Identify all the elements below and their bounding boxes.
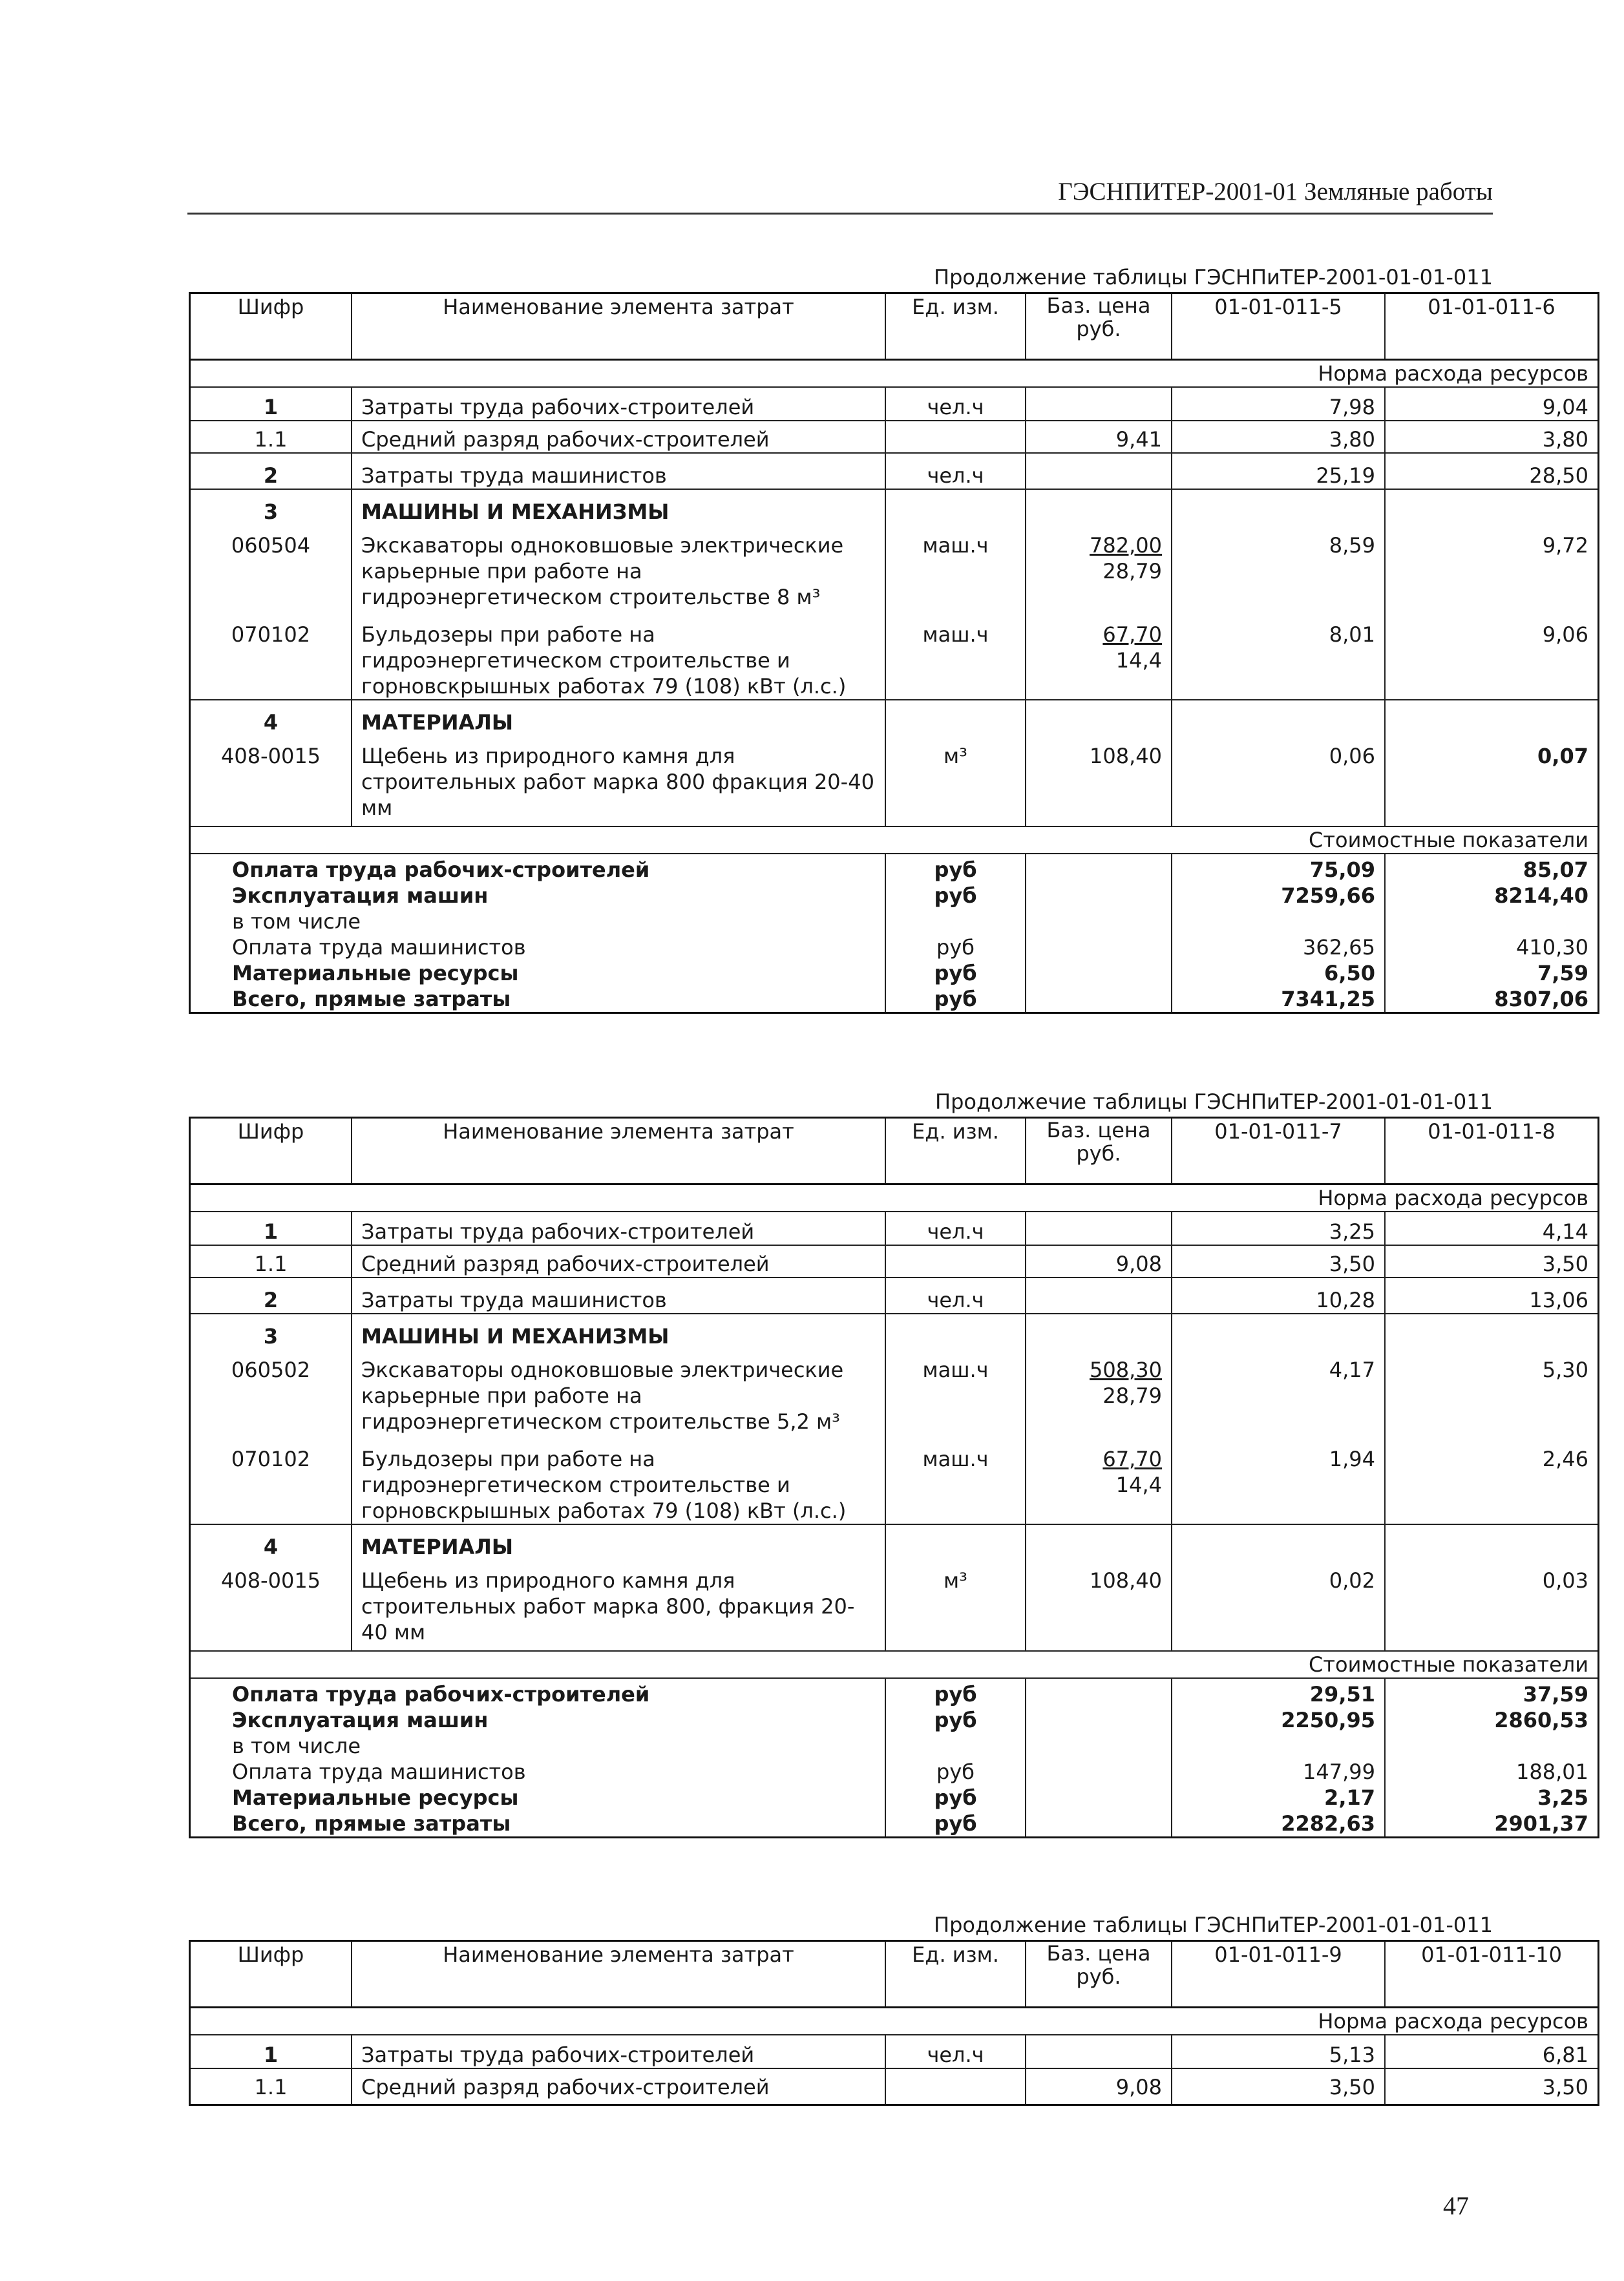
resource-table-3 bbox=[189, 1940, 1588, 2106]
table-row: 1.1 Средний разряд рабочих-строителей 9,08 3,50 3,50 bbox=[190, 2068, 1599, 2105]
col-header-variant-a: 01-01-011-9 bbox=[1172, 1941, 1385, 2008]
table-row: 1.1 Средний разряд рабочих-строителей 9,08 3,50 3,50 bbox=[190, 1245, 1599, 1277]
table-row: 070102 Бульдозеры при работе на гидроэнергетическом строительстве и горновскрышных работах 79 (108) кВт (л.с.) маш.ч 67,70 14,4 1,94 2,46 bbox=[190, 1435, 1599, 1524]
col-header-variant-b: 01-01-011-8 bbox=[1385, 1118, 1599, 1184]
col-header-price: Баз. цена руб. bbox=[1026, 1118, 1172, 1184]
norm-banner: Норма расхода ресурсов bbox=[190, 2008, 1599, 2035]
cost-row: Всего, прямые затраты руб 7341,25 8307,06 bbox=[190, 986, 1599, 1013]
col-header-code: Шифр bbox=[190, 293, 352, 360]
table-caption: Продолжение таблицы ГЭСНПиТЕР-2001-01-01-011 bbox=[934, 1913, 1493, 1937]
table-row: 2 Затраты труда машинистов чел.ч 10,28 13,06 bbox=[190, 1277, 1599, 1314]
table-row: 4 МАТЕРИАЛЫ bbox=[190, 700, 1599, 735]
cost-row: Оплата труда машинистов руб 147,99 188,01 bbox=[190, 1759, 1599, 1785]
cost-row: Эксплуатация машин руб 7259,66 8214,40 bbox=[190, 883, 1599, 909]
col-header-price: Баз. цена руб. bbox=[1026, 1941, 1172, 2008]
cost-row: в том числе bbox=[190, 1733, 1599, 1759]
col-header-unit: Ед. изм. bbox=[885, 1941, 1026, 2008]
cost-row: Материальные ресурсы руб 2,17 3,25 bbox=[190, 1785, 1599, 1811]
table-row: 1 Затраты труда рабочих-строителей чел.ч 5,13 6,81 bbox=[190, 2035, 1599, 2068]
table-row: 060504 Экскаваторы одноковшовые электрические карьерные при работе на гидроэнергетическом строительстве 8 м³ маш.ч 782,00 28,79 8,59 9,72 bbox=[190, 525, 1599, 610]
table-row: 3 МАШИНЫ И МЕХАНИЗМЫ bbox=[190, 1314, 1599, 1349]
table-row: 1 Затраты труда рабочих-строителей чел.ч 7,98 9,04 bbox=[190, 387, 1599, 421]
cost-row: Всего, прямые затраты руб 2282,63 2901,37 bbox=[190, 1811, 1599, 1838]
col-header-variant-a: 01-01-011-7 bbox=[1172, 1118, 1385, 1184]
cost-row: Оплата труда рабочих-строителей руб 29,51 37,59 bbox=[190, 1678, 1599, 1707]
table-row: 408-0015 Щебень из природного камня для строительных работ марка 800, фракция 20-40 мм м³ 108,40 0,02 0,03 bbox=[190, 1560, 1599, 1651]
resource-table-1 bbox=[189, 292, 1588, 1014]
col-header-variant-a: 01-01-011-5 bbox=[1172, 293, 1385, 360]
col-header-code: Шифр bbox=[190, 1941, 352, 2008]
cost-row: Эксплуатация машин руб 2250,95 2860,53 bbox=[190, 1707, 1599, 1733]
cost-banner: Стоимостные показатели bbox=[190, 1651, 1599, 1678]
col-header-variant-b: 01-01-011-6 bbox=[1385, 293, 1599, 360]
col-header-name: Наименование элемента затрат bbox=[352, 293, 885, 360]
table-row: 3 МАШИНЫ И МЕХАНИЗМЫ bbox=[190, 489, 1599, 525]
norm-banner: Норма расхода ресурсов bbox=[190, 1184, 1599, 1212]
col-header-variant-b: 01-01-011-10 bbox=[1385, 1941, 1599, 2008]
table-row: 408-0015 Щебень из природного камня для строительных работ марка 800 фракция 20-40 мм м³ 108,40 0,06 0,07 bbox=[190, 735, 1599, 826]
page-number: 47 bbox=[1443, 2191, 1469, 2220]
table-row: 2 Затраты труда машинистов чел.ч 25,19 28,50 bbox=[190, 453, 1599, 489]
table-row: 070102 Бульдозеры при работе на гидроэнергетическом строительстве и горновскрышных работах 79 (108) кВт (л.с.) маш.ч 67,70 14,4 8,01 9,06 bbox=[190, 610, 1599, 700]
resource-table-2 bbox=[189, 1117, 1588, 1838]
table-row: 1 Затраты труда рабочих-строителей чел.ч 3,25 4,14 bbox=[190, 1212, 1599, 1245]
running-header: ГЭСНПИТЕР-2001-01 Земляные работы bbox=[187, 177, 1493, 215]
col-header-price: Баз. цена руб. bbox=[1026, 293, 1172, 360]
table-row: 1.1 Средний разряд рабочих-строителей 9,41 3,80 3,80 bbox=[190, 421, 1599, 453]
col-header-code: Шифр bbox=[190, 1118, 352, 1184]
table-row: 060502 Экскаваторы одноковшовые электрические карьерные при работе на гидроэнергетическом строительстве 5,2 м³ маш.ч 508,30 28,79 4,17 5,30 bbox=[190, 1349, 1599, 1435]
cost-row: в том числе bbox=[190, 909, 1599, 934]
norm-banner: Норма расхода ресурсов bbox=[190, 360, 1599, 388]
table-row: 4 МАТЕРИАЛЫ bbox=[190, 1524, 1599, 1560]
cost-row: Оплата труда машинистов руб 362,65 410,30 bbox=[190, 934, 1599, 960]
cost-row: Материальные ресурсы руб 6,50 7,59 bbox=[190, 960, 1599, 986]
cost-row: Оплата труда рабочих-строителей руб 75,09 85,07 bbox=[190, 854, 1599, 883]
col-header-name: Наименование элемента затрат bbox=[352, 1118, 885, 1184]
table-caption: Продолжение таблицы ГЭСНПиТЕР-2001-01-01-011 bbox=[934, 265, 1493, 289]
table-caption: Продолжечие таблицы ГЭСНПиТЕР-2001-01-01-011 bbox=[935, 1089, 1493, 1114]
col-header-unit: Ед. изм. bbox=[885, 1118, 1026, 1184]
cost-banner: Стоимостные показатели bbox=[190, 826, 1599, 854]
col-header-unit: Ед. изм. bbox=[885, 293, 1026, 360]
col-header-name: Наименование элемента затрат bbox=[352, 1941, 885, 2008]
